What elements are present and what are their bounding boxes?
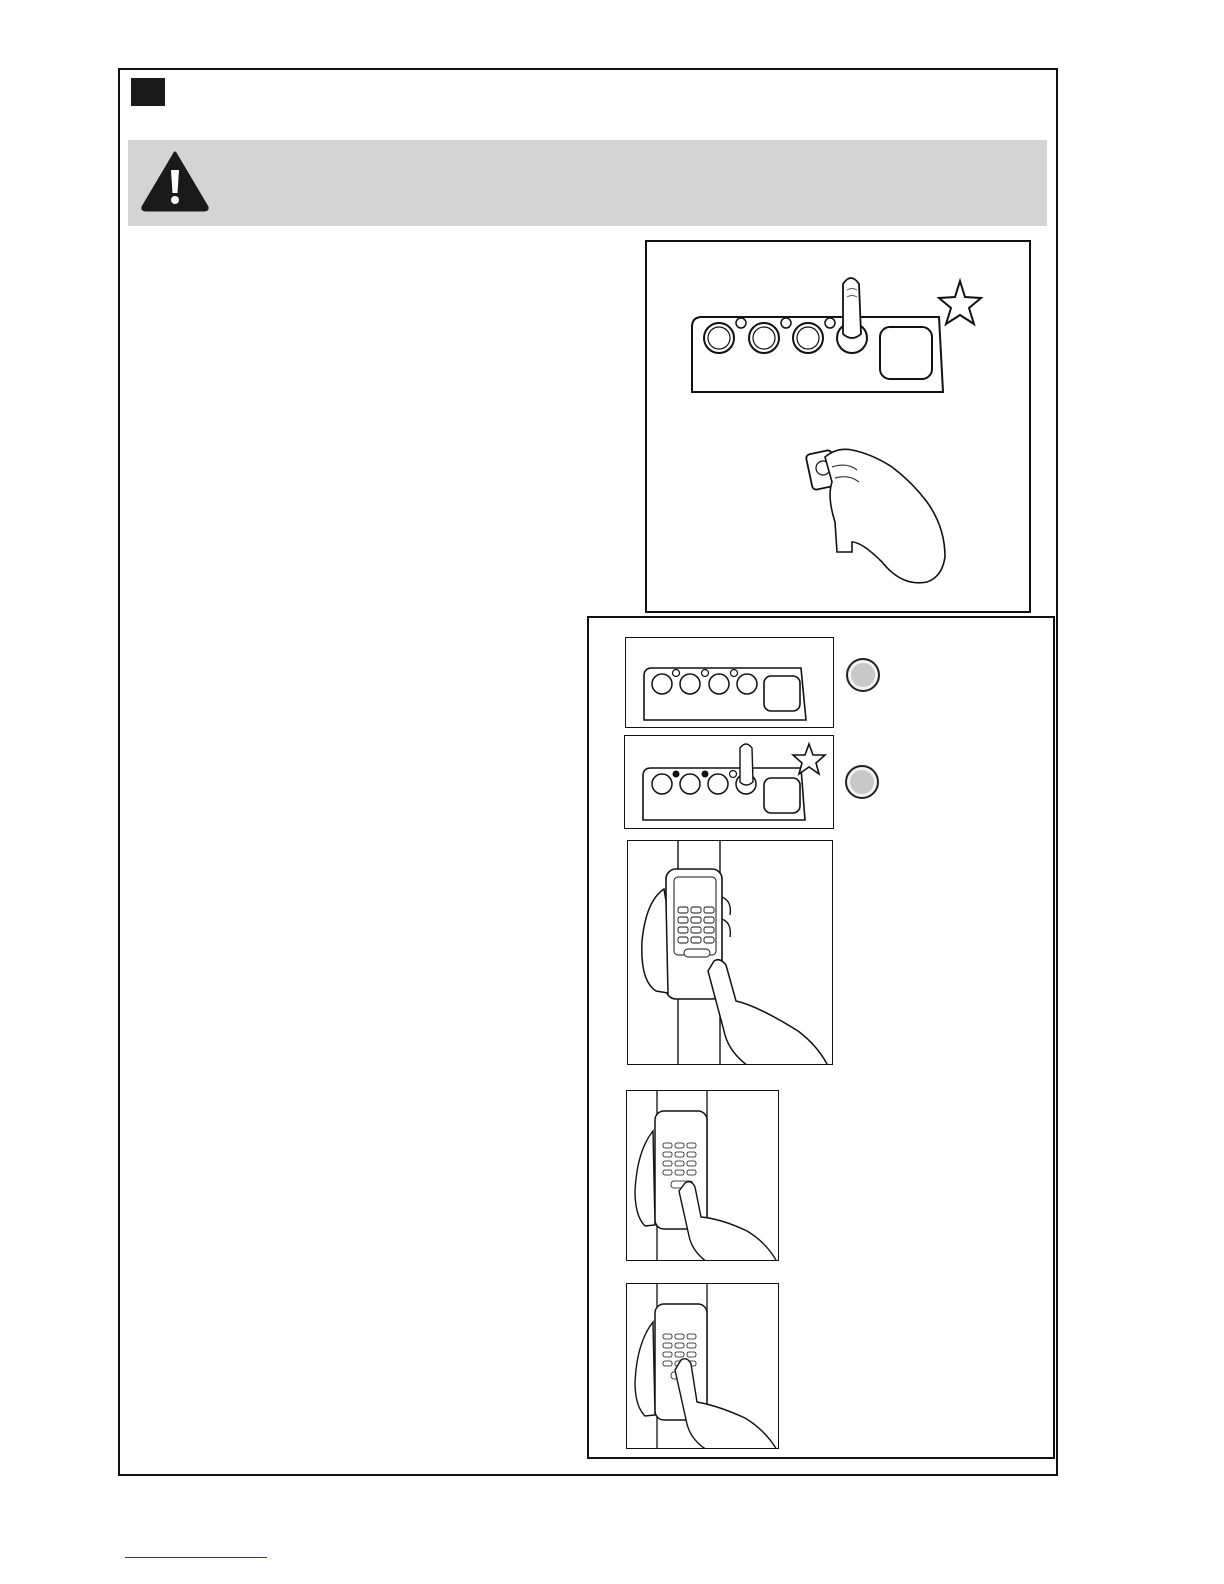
remote-hand-illustration (806, 449, 945, 583)
keypad-illustration-step-5 (626, 1283, 779, 1449)
control-panel-step-1 (625, 637, 834, 728)
control-panel-step-2 (624, 735, 834, 829)
control-panel-illustration (647, 242, 1033, 615)
programming-illustration-panel (645, 240, 1031, 613)
led-indicator-icon (845, 765, 879, 799)
footer-link[interactable] (125, 1557, 267, 1558)
warning-bar (128, 140, 1047, 226)
keypad-illustration-large (627, 840, 833, 1065)
step-number-badge (131, 78, 165, 106)
keypad-illustration-step-4 (626, 1090, 779, 1261)
star-icon (939, 281, 981, 324)
led-indicator-icon (846, 658, 880, 692)
warning-triangle-icon (140, 150, 210, 212)
